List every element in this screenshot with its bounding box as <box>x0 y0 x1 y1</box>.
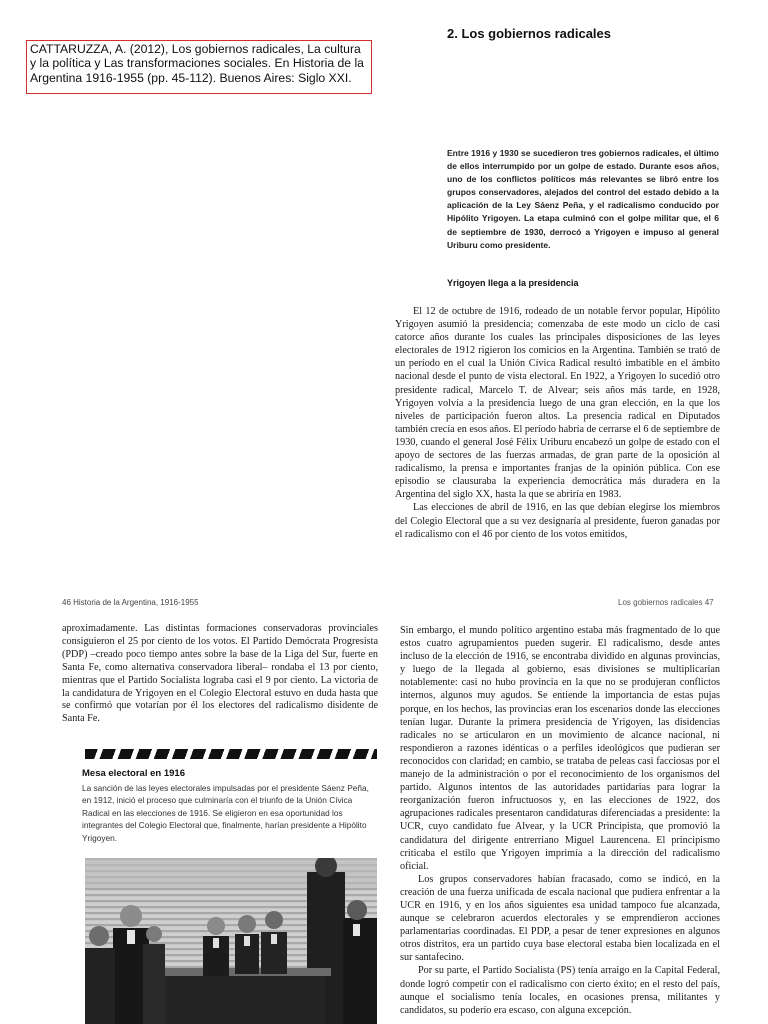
body-paragraph: Sin embargo, el mundo político argentino estaba más fragmentado de lo que estos cuatro agrupamientos pueden sugerir. El radicalismo, desde antes incluso de la elección de 1916, se encontraba dividido en algunas provincias, y luego de la llegada al gobierno, esas divisiones se multiplicarían notablemente: casi no hubo provincia en la que no se produjeran conflictos internos, algunos muy agudos. Se entiende la importancia de estas pujas porque, en los hechos, las provincias eran los escenarios donde las elecciones tenían lugar. Durante la primera presidencia de Yrigoyen, las disidencias radicales no se articularon en un movimiento de alcance nacional, ni respondieron a razones idénticas o a perfiles ideológicos que pudieran ser reconocidos con claridad; en cambio, se trataba de peleas casi facciosas por el manejo de la administración o por el reconocimiento de los organismos del partido. Algunos intentos de las autoridades partidarias para lograr la reorganización fueron infructuosos y, en las elecciones de 1922, dos agrupaciones radicales presentaron candidaturas diferenciadas a presidente: la UCR, cuyo candidato fue Alvear, y la UCR Principista, que promovió la candidatura del dirigente entrerriano Miguel Laurencena. El principismo criticaba el estilo que Yrigoyen imprimía a la dirección del radicalismo oficial. <box>400 625 720 872</box>
body-paragraph: Los grupos conservadores habían fracasado, como se indicó, en la creación de una fuerza unificada de escala nacional que pudiera enfrentar a la UCR en 1916, y en los años siguientes esa unidad tampoco fue alcanzada, aunque se celebraron acuerdos electorales y se emprendieron acciones parlamentarias coordinadas. El PDP, a pesar de tener expresiones en algunos otros distritos, era un partido cuya base electoral estaba bien localizada en el sur santafecino. <box>400 873 720 964</box>
decorative-stripe-bar <box>85 749 377 759</box>
body-column-left <box>62 623 378 726</box>
intro-paragraph: Entre 1916 y 1930 se sucedieron tres gobiernos radicales, el último de ellos interrumpido por un golpe de estado. Durante esos años, uno de los conflictos políticos más relevantes se libró entre los grupos conservadores, alejados del control del estado debido a la aplicación de la Ley Sáenz Peña, y el radicalismo conducido por Hipólito Yrigoyen. La etapa culminó con el golpe militar que, el 6 de septiembre de 1930, derrocó a Yrigoyen e impuso al general Uriburu como presidente. <box>447 148 719 250</box>
caption-text: La sanción de las leyes electorales impulsadas por el presidente Sáenz Peña, en 1912, inició el proceso que culminaría con el triunfo de la Unión Cívica Radical en las elecciones de 1916. Se eligieron en esa oportunidad los integrantes del Colegio Electoral que, finalmente, harían presidente a Hipólito Yrigoyen. <box>82 783 369 843</box>
historical-photo <box>85 858 377 1024</box>
body-column-top <box>395 305 720 541</box>
running-head-right: Los gobiernos radicales 47 <box>618 598 714 607</box>
chapter-title: 2. Los gobiernos radicales <box>447 26 611 41</box>
section-heading: Yrigoyen llega a la presidencia <box>447 278 579 288</box>
citation-box <box>26 40 372 94</box>
citation-text: CATTARUZZA, A. (2012), Los gobiernos radicales, La cultura y la política y Las transformaciones sociales. En Historia de la Argentina 1916-1955 (pp. 45-112). Buenos Aires: Siglo XXI. <box>30 42 364 85</box>
photo-illustration <box>85 858 377 1024</box>
body-paragraph: Por su parte, el Partido Socialista (PS) tenía arraigo en la Capital Federal, donde logró competir con el radicalismo con cierto éxito; en el resto del país, aunque el socialismo tenía locales, en ocasiones prensa, militantes y candidatos, su poderío era escaso, con alguna excepción. <box>400 965 720 1016</box>
body-column-right <box>400 624 720 1017</box>
running-head-left: 46 Historia de la Argentina, 1916-1955 <box>62 598 199 607</box>
caption-title: Mesa electoral en 1916 <box>82 768 185 779</box>
body-paragraph: Las elecciones de abril de 1916, en las que debían elegirse los miembros del Colegio Electoral que a su vez designaría al presidente, fueron ganadas por el radicalismo con el 46 por ciento de los votos emitidos, <box>395 502 720 540</box>
body-paragraph: aproximadamente. Las distintas formaciones conservadoras provinciales consiguieron el 25 por ciento de los votos. El Partido Demócrata Progresista (PDP) –creado poco tiempo antes sobre la base de la Liga del Sur, fuerte en Santa Fe, como alternativa conservadora liberal– rondaba el 13 por ciento, mientras que el Partido Socialista lograba casi el 9 por ciento. La victoria de la candidatura de Yrigoyen en el Colegio Electoral estuvo en duda hasta que se confirmó que votarían por él los electores del radicalismo disidente de Santa Fe. <box>62 623 378 725</box>
body-paragraph: El 12 de octubre de 1916, rodeado de un notable fervor popular, Hipólito Yrigoyen asumió la presidencia; comenzaba de este modo un ciclo de casi catorce años durante los cuales las principales disposiciones de las leyes electorales de 1912 rigieron los comicios en la Argentina. También se trató de un período en el cual la Unión Cívica Radical resultó imbatible en el ámbito nacional desde el punto de vista electoral. En 1922, a Yrigoyen lo sucedió otro presidente radical, Marcelo T. de Alvear; seis años más tarde, en 1928, Yrigoyen volvía a la presidencia luego de una gran elección, en la que los niveles de participación fueron altos. La presencia radical en Diputados también crecía en esos años. El período habría de cerrarse el 6 de septiembre de 1930, cuando el general José Félix Uriburu encabezó un golpe de estado con el apoyo de sectores de las fuerzas armadas, de gran parte de la oposición al radicalismo, la prensa e importantes franjas de la opinión pública. Con ese episodio se clausuraba la experiencia democrática más duradera en la Argentina del siglo XX, hasta la que se abriría en 1983. <box>395 306 721 501</box>
